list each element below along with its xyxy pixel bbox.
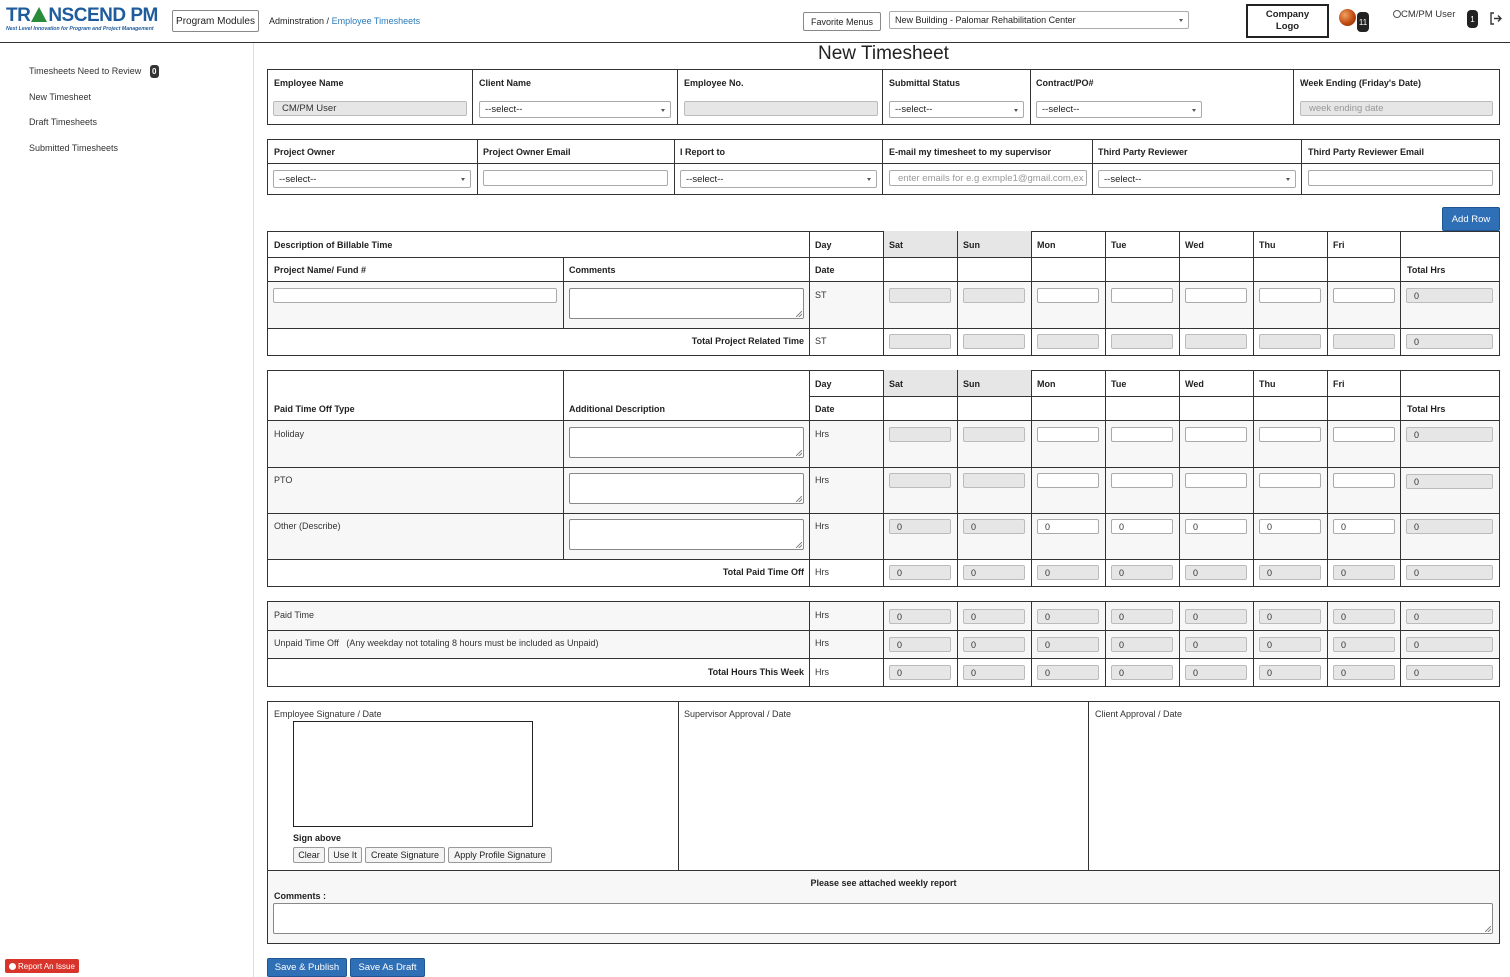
project-total-thu (1259, 334, 1321, 349)
chevron-down-icon (1286, 178, 1290, 181)
add-row-button[interactable]: Add Row (1442, 207, 1500, 231)
project-owner-select[interactable] (273, 170, 471, 188)
unpaid-total: 0 (1406, 637, 1493, 652)
unpaid-sun: 0 (963, 637, 1025, 652)
report-issue-label: Report An Issue (18, 961, 75, 971)
program-modules-button[interactable]: Program Modules (172, 10, 259, 32)
pto-label: PTO (274, 475, 293, 485)
total-hours-week-label: Total Hours This Week (707, 667, 804, 677)
additional-description-label: Additional Description (569, 404, 666, 414)
paid-fri: 0 (1333, 609, 1395, 624)
holiday-wed-hours[interactable] (1185, 427, 1247, 442)
week-total-mon: 0 (1037, 665, 1099, 680)
sidebar-item-need-review[interactable] (29, 65, 159, 78)
chevron-down-icon (1179, 19, 1183, 22)
total-project-time-label: Total Project Related Time (691, 336, 804, 346)
day-label: Day (815, 379, 832, 389)
billable-description-label: Description of Billable Time (274, 240, 393, 250)
employee-no-field[interactable] (684, 101, 878, 116)
day-tue: Tue (1111, 379, 1127, 389)
project-total-sat (889, 334, 951, 349)
day-sun: Sun (963, 240, 980, 250)
week-total-sat: 0 (889, 665, 951, 680)
review-count-badge: 0 (150, 65, 159, 78)
day-thu: Thu (1259, 379, 1276, 389)
transcend-pm-logo[interactable] (6, 7, 166, 33)
billable-row-total: 0 (1406, 288, 1493, 303)
pto-fri-hours[interactable] (1333, 473, 1395, 488)
hrs-label: Hrs (815, 567, 829, 577)
holiday-tue-hours[interactable] (1111, 427, 1173, 442)
st-label: ST (815, 290, 827, 300)
notification-count-badge: 11 (1357, 12, 1369, 32)
unpaid-label-row (274, 638, 599, 648)
user-badge: 1 (1467, 10, 1478, 28)
project-total-hrs: 0 (1406, 334, 1493, 349)
project-name-field[interactable] (273, 288, 557, 303)
employee-name-field[interactable]: CM/PM User (273, 101, 467, 116)
notification-bell-icon[interactable] (1339, 9, 1356, 26)
sidebar-item-new-timesheet[interactable]: New Timesheet (29, 92, 92, 102)
favorite-menus-button[interactable]: Favorite Menus (803, 12, 881, 31)
contract-value: --select-- (1042, 104, 1080, 115)
client-name-value: --select-- (485, 104, 523, 115)
project-owner-value: --select-- (279, 173, 317, 185)
breadcrumb (269, 16, 420, 26)
pto-thu-hours[interactable] (1259, 473, 1321, 488)
third-party-select[interactable] (1098, 170, 1296, 188)
pto-sat-hours[interactable] (889, 473, 951, 488)
pto-total-sat: 0 (889, 565, 951, 580)
pto-total-mon: 0 (1037, 565, 1099, 580)
create-signature-button[interactable]: Create Signature (365, 847, 445, 863)
paid-sat: 0 (889, 609, 951, 624)
pto-tue-hours[interactable] (1111, 473, 1173, 488)
billable-sun-hours[interactable] (963, 288, 1025, 303)
project-total-tue (1111, 334, 1173, 349)
day-label: Day (815, 240, 832, 250)
sidebar-item-label: Timesheets Need to Review (29, 66, 142, 76)
unpaid-label: Unpaid Time Off (274, 638, 339, 648)
third-party-email-field[interactable] (1308, 170, 1493, 186)
paid-mon: 0 (1037, 609, 1099, 624)
sidebar-item-draft-timesheets[interactable]: Draft Timesheets (29, 117, 98, 127)
week-ending-label: Week Ending (Friday's Date) (1300, 78, 1421, 88)
paid-thu: 0 (1259, 609, 1321, 624)
project-owner-email-field[interactable] (483, 170, 668, 186)
day-thu: Thu (1259, 240, 1276, 250)
day-mon: Mon (1037, 240, 1056, 250)
unpaid-sat: 0 (889, 637, 951, 652)
week-total-wed: 0 (1185, 665, 1247, 680)
date-label: Date (815, 265, 835, 275)
other-thu-hours[interactable]: 0 (1259, 519, 1321, 534)
report-issue-button[interactable] (5, 959, 79, 973)
project-name-label: Project Name/ Fund # (274, 265, 367, 275)
third-party-email-label: Third Party Reviewer Email (1308, 147, 1425, 157)
pto-total-fri: 0 (1333, 565, 1395, 580)
page-title: New Timesheet (818, 43, 949, 64)
unpaid-note: (Any weekday not totaling 8 hours must be included as Unpaid) (346, 638, 599, 648)
pto-total-thu: 0 (1259, 565, 1321, 580)
chevron-down-icon (867, 178, 871, 181)
email-supervisor-label: E-mail my timesheet to my supervisor (889, 147, 1052, 157)
holiday-description-textarea[interactable] (569, 427, 804, 458)
email-supervisor-field[interactable]: enter emails for e.g exmple1@gmail.com,ex (889, 170, 1087, 186)
unpaid-tue: 0 (1111, 637, 1173, 652)
unpaid-thu: 0 (1259, 637, 1321, 652)
attached-report-note: Please see attached weekly report (810, 878, 957, 888)
apply-profile-signature-button[interactable]: Apply Profile Signature (448, 847, 552, 863)
hrs-label: Hrs (815, 610, 829, 620)
other-label: Other (Describe) (274, 521, 341, 531)
company-logo (1246, 4, 1329, 38)
client-name-label: Client Name (479, 78, 532, 88)
week-total-tue: 0 (1111, 665, 1173, 680)
hrs-label: Hrs (815, 521, 829, 531)
report-to-select[interactable] (680, 170, 877, 188)
pto-total-wed: 0 (1185, 565, 1247, 580)
holiday-fri-hours[interactable] (1333, 427, 1395, 442)
billable-thu-hours[interactable] (1259, 288, 1321, 303)
pto-description-textarea[interactable] (569, 473, 804, 504)
total-hrs-label: Total Hrs (1407, 404, 1446, 414)
third-party-label: Third Party Reviewer (1098, 147, 1188, 157)
paid-sun: 0 (963, 609, 1025, 624)
hrs-label: Hrs (815, 638, 829, 648)
unpaid-wed: 0 (1185, 637, 1247, 652)
paid-time-label: Paid Time (274, 610, 315, 620)
st-total-label: ST (815, 336, 827, 346)
project-total-sun (963, 334, 1025, 349)
billable-comments-textarea[interactable] (569, 288, 804, 319)
chevron-down-icon (1014, 109, 1018, 112)
day-tue: Tue (1111, 240, 1127, 250)
top-header (0, 0, 1510, 43)
chevron-down-icon (1192, 109, 1196, 112)
pto-total-hrs: 0 (1406, 565, 1493, 580)
day-sat: Sat (889, 379, 904, 389)
sidebar (0, 43, 254, 977)
day-wed: Wed (1185, 379, 1204, 389)
billable-sat-hours[interactable] (889, 288, 951, 303)
company-logo-line1: Company (1265, 9, 1310, 20)
breadcrumb-root[interactable]: Adminstration (269, 16, 325, 26)
hrs-label: Hrs (815, 429, 829, 439)
hrs-label: Hrs (815, 475, 829, 485)
pto-mon-hours[interactable] (1037, 473, 1099, 488)
client-approval-label: Client Approval / Date (1095, 709, 1183, 719)
project-total-fri (1333, 334, 1395, 349)
other-sun-hours[interactable]: 0 (963, 519, 1025, 534)
third-party-value: --select-- (1104, 173, 1142, 185)
total-pto-label: Total Paid Time Off (722, 567, 804, 577)
employee-name-label: Employee Name (274, 78, 344, 88)
billable-mon-hours[interactable] (1037, 288, 1099, 303)
submittal-status-label: Submittal Status (889, 78, 961, 88)
project-select[interactable] (889, 11, 1189, 29)
billable-wed-hours[interactable] (1185, 288, 1247, 303)
signature-pad[interactable] (293, 721, 533, 827)
pto-total-tue: 0 (1111, 565, 1173, 580)
day-mon: Mon (1037, 379, 1056, 389)
chevron-down-icon (461, 178, 465, 181)
employee-no-label: Employee No. (684, 78, 744, 88)
other-fri-hours[interactable]: 0 (1333, 519, 1395, 534)
logo-tagline: Next Level Innovation for Program and Project Management (6, 26, 154, 32)
other-total: 0 (1406, 519, 1493, 534)
company-logo-line2: Logo (1275, 21, 1300, 32)
hrs-label: Hrs (815, 667, 829, 677)
pto-sun-hours[interactable] (963, 473, 1025, 488)
project-total-mon (1037, 334, 1099, 349)
day-sat: Sat (889, 240, 904, 250)
paid-wed: 0 (1185, 609, 1247, 624)
billable-fri-hours[interactable] (1333, 288, 1395, 303)
total-hrs-label: Total Hrs (1407, 265, 1446, 275)
other-wed-hours[interactable]: 0 (1185, 519, 1247, 534)
pto-wed-hours[interactable] (1185, 473, 1247, 488)
save-draft-button[interactable]: Save As Draft (350, 958, 425, 977)
other-description-textarea[interactable] (569, 519, 804, 550)
logout-icon[interactable] (1489, 12, 1502, 25)
supervisor-approval-label: Supervisor Approval / Date (684, 709, 792, 719)
holiday-thu-hours[interactable] (1259, 427, 1321, 442)
holiday-sat-hours[interactable] (889, 427, 951, 442)
comments-textarea[interactable] (273, 903, 1493, 934)
day-wed: Wed (1185, 240, 1204, 250)
date-label: Date (815, 404, 835, 414)
contract-label: Contract/PO# (1036, 78, 1094, 88)
project-owner-email-label: Project Owner Email (483, 147, 571, 157)
report-to-label: I Report to (680, 147, 725, 157)
clear-signature-button[interactable]: Clear (293, 847, 325, 863)
chevron-down-icon (661, 109, 665, 112)
user-menu[interactable] (1393, 9, 1455, 20)
week-ending-field[interactable]: week ending date (1300, 101, 1493, 116)
logo-triangle-icon (31, 7, 47, 22)
user-name: CM/PM User (1401, 9, 1456, 20)
other-mon-hours[interactable]: 0 (1037, 519, 1099, 534)
pto-total-sun: 0 (963, 565, 1025, 580)
comments-label: Comments : (274, 891, 327, 901)
logo-text-right: NSCEND PM (48, 5, 158, 26)
use-it-button[interactable]: Use It (328, 847, 362, 863)
contract-select[interactable] (1036, 101, 1202, 118)
holiday-mon-hours[interactable] (1037, 427, 1099, 442)
client-name-select[interactable] (479, 101, 671, 118)
comments-label: Comments (569, 265, 616, 275)
project-total-wed (1185, 334, 1247, 349)
unpaid-mon: 0 (1037, 637, 1099, 652)
week-total-sun: 0 (963, 665, 1025, 680)
project-owner-label: Project Owner (274, 147, 336, 157)
user-icon (1393, 10, 1401, 18)
day-fri: Fri (1333, 379, 1345, 389)
holiday-label: Holiday (274, 429, 305, 439)
unpaid-fri: 0 (1333, 637, 1395, 652)
paid-tue: 0 (1111, 609, 1173, 624)
week-total-fri: 0 (1333, 665, 1395, 680)
day-fri: Fri (1333, 240, 1345, 250)
employee-signature-label: Employee Signature / Date (274, 709, 382, 719)
sidebar-item-submitted-timesheets[interactable]: Submitted Timesheets (29, 143, 119, 153)
day-sun: Sun (963, 379, 980, 389)
submittal-status-select[interactable] (889, 101, 1024, 118)
breadcrumb-separator: / (326, 16, 330, 26)
holiday-total: 0 (1406, 427, 1493, 442)
week-total-hrs: 0 (1406, 665, 1493, 680)
pto-total: 0 (1406, 474, 1493, 489)
other-tue-hours[interactable]: 0 (1111, 519, 1173, 534)
alert-icon (9, 963, 16, 970)
billable-tue-hours[interactable] (1111, 288, 1173, 303)
submittal-status-value: --select-- (895, 104, 933, 115)
week-total-thu: 0 (1259, 665, 1321, 680)
save-publish-button[interactable]: Save & Publish (267, 958, 347, 977)
project-select-value: New Building - Palomar Rehabilitation Center (895, 15, 1076, 25)
paid-total: 0 (1406, 609, 1493, 624)
report-to-value: --select-- (686, 173, 724, 185)
other-sat-hours[interactable]: 0 (889, 519, 951, 534)
logo-text-left: TR (6, 5, 31, 26)
sign-above-label: Sign above (293, 833, 342, 843)
pto-type-label: Paid Time Off Type (274, 404, 355, 414)
breadcrumb-current[interactable]: Employee Timesheets (331, 16, 421, 26)
holiday-sun-hours[interactable] (963, 427, 1025, 442)
